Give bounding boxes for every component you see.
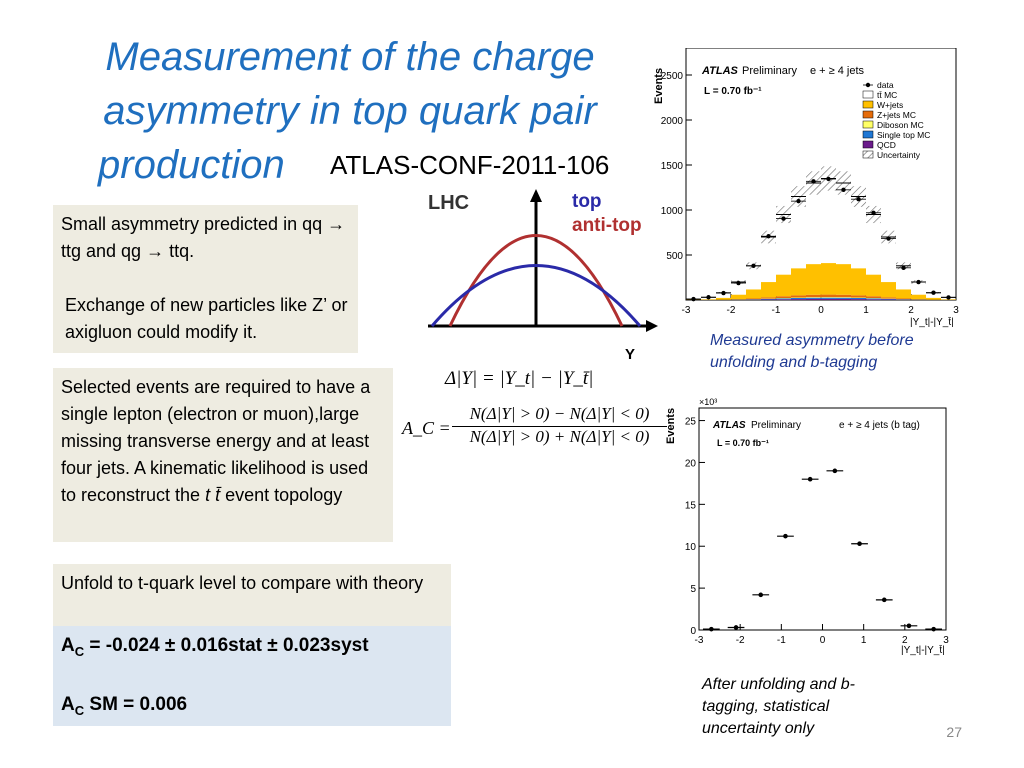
title-line-1: Measurement of the charge — [105, 35, 595, 79]
top-symbol: t — [205, 485, 211, 505]
plot1-bar-qcd — [881, 299, 896, 300]
plot1-xtick-label: -3 — [681, 305, 691, 316]
ac-sm: $A_C$ SM = 0.006 — [61, 693, 188, 718]
selection-text: Selected events are required to have a single lepton (electron or muon),large missing transverse energy and at least four jets. A kinematic likelihood is used to reconstruct the — [61, 377, 371, 505]
plot1-ytick-label: 1000 — [660, 206, 683, 217]
plot1-bar-wjets — [716, 298, 731, 300]
new-physics-text: Exchange of new particles like Z’ or axigluon could modify it. — [65, 295, 348, 342]
plot1-bar-singletop — [776, 298, 791, 299]
plot1-bar-wjets — [761, 282, 776, 297]
plot1-ytick-label: 1500 — [660, 161, 683, 172]
plot2-channel: e + ≥ 4 jets (b tag) — [839, 420, 920, 431]
plot1-xtick-label: 2 — [908, 305, 914, 316]
plot1-bar-zjets — [836, 295, 851, 297]
plot1-bar-wjets — [821, 263, 836, 295]
plot1-bar-wjets — [896, 289, 911, 298]
plot1-bar-zjets — [806, 295, 821, 297]
top-label: top — [572, 191, 602, 212]
plot1-legend-label: Uncertainty — [877, 150, 920, 160]
plot1-legend-swatch — [863, 111, 873, 118]
plot2-ytick-label: 5 — [690, 584, 696, 596]
plot2-xtick-label: -1 — [776, 635, 786, 646]
plot1-bar-qcd — [791, 299, 806, 300]
plot2-data-point — [783, 534, 788, 539]
plot1-bar-singletop — [866, 298, 881, 299]
plot1-bar-wjets — [926, 298, 941, 300]
caption-before-unfolding: Measured asymmetry before unfolding and b-tagging — [710, 332, 914, 371]
prediction-box — [53, 205, 358, 353]
plot1-bar-zjets — [881, 297, 896, 298]
plot1-ytick-label: 2500 — [660, 71, 683, 82]
plot1-xtick-label: -2 — [726, 305, 736, 316]
plot2-lumi: L = 0.70 fb⁻¹ — [717, 438, 769, 448]
caption-after-unfolding: After unfolding and b-tagging, statistical uncertainty only — [702, 676, 855, 737]
plot1-legend-swatch — [863, 91, 873, 98]
lhc-label: LHC — [428, 192, 470, 214]
plot1-bar-zjets — [866, 296, 881, 298]
plot2-data-point — [734, 625, 739, 630]
ac-numerator: N(Δ|Y| > 0) − N(Δ|Y| < 0) — [469, 404, 650, 423]
plot2-data-point — [882, 598, 887, 603]
plot2-data-point — [857, 541, 862, 546]
prediction-text: Small asymmetry predicted in qq → ttg and qg → ttq. — [61, 214, 346, 261]
plot1-bar-wjets — [791, 268, 806, 295]
plot1-legend-swatch — [863, 101, 873, 108]
plot2-data-point — [709, 627, 714, 632]
plot2-xtick-label: 3 — [943, 635, 949, 646]
plot2-ylabel: Events — [665, 407, 677, 444]
plot1-legend-label: data — [877, 80, 894, 90]
plot1-xtick-label: 0 — [818, 305, 824, 316]
plot1-bar-singletop — [836, 298, 851, 299]
plot2-data-point — [758, 593, 763, 598]
plot2-scale: ×10³ — [699, 397, 718, 407]
plot1-bar-zjets — [821, 295, 836, 298]
plot1-legend-label: QCD — [877, 140, 896, 150]
plot2-ytick-label: 20 — [684, 458, 696, 470]
antitop-symbol: t̄ — [215, 485, 221, 505]
plot1-xlabel: |Y_t|-|Y_t̄| — [910, 317, 954, 328]
plot1-bar-qcd — [776, 299, 791, 300]
plot1-legend-label: Single top MC — [877, 130, 931, 140]
plot1-bar-zjets — [761, 297, 776, 298]
plot1-bar-singletop — [881, 299, 896, 300]
plot1-bar-qcd — [821, 299, 836, 300]
plot1-bar-wjets — [836, 264, 851, 295]
plot-before-unfolding — [652, 48, 968, 332]
plot1-bar-wjets — [881, 282, 896, 297]
plot1-xtick-label: 1 — [863, 305, 869, 316]
plot1-ylabel: Events — [653, 67, 665, 104]
plot1-legend-label: Diboson MC — [877, 120, 924, 130]
plot1-bar-wjets — [866, 275, 881, 297]
plot2-ytick-label: 25 — [684, 416, 696, 428]
plot2-atlas: ATLAS — [713, 420, 746, 431]
plot1-bar-qcd — [866, 299, 881, 300]
plot1-bar-diboson — [806, 297, 821, 298]
plot1-bar-singletop — [851, 298, 866, 299]
axis-y-label: Y — [625, 346, 636, 363]
ac-formula-lhs: A_C = — [402, 418, 451, 438]
plot2-ytick-label: 0 — [690, 626, 696, 637]
plot1-bar-wjets — [776, 275, 791, 297]
plot1-bar-wjets — [746, 289, 761, 298]
delta-y-formula: Δ|Y| = |Y_t| − |Y_t̄| — [445, 368, 594, 389]
plot1-bar-singletop — [791, 298, 806, 299]
plot1-bar-singletop — [821, 298, 836, 299]
title-line-2: asymmetry in top quark pair — [103, 89, 597, 133]
unfold-box — [53, 564, 451, 626]
plot1-bar-wjets — [701, 299, 716, 300]
plot1-lumi: L = 0.70 fb⁻¹ — [704, 86, 762, 97]
unfold-text: Unfold to t-quark level to compare with theory — [61, 573, 424, 593]
plot1-bar-qcd — [761, 299, 776, 300]
result-box — [53, 626, 451, 726]
plot1-xtick-label: -1 — [771, 305, 781, 316]
plot1-bar-wjets — [911, 295, 926, 300]
plot1-legend-swatch — [863, 131, 873, 138]
plot2-ytick-label: 10 — [684, 542, 696, 554]
plot2-xtick-label: -3 — [694, 635, 704, 646]
plot2-xtick-label: -2 — [735, 635, 745, 646]
plot1-bar-qcd — [836, 299, 851, 300]
plot2-data-point — [907, 624, 912, 629]
plot1-bar-diboson — [836, 297, 851, 298]
plot1-bar-wjets — [731, 295, 746, 300]
plot2-xtick-label: 2 — [902, 635, 908, 646]
ac-result: $A_C = -0.024$ ± 0.016stat ± 0.023syst — [61, 635, 369, 659]
plot2-xtick-label: 1 — [860, 635, 867, 646]
y-axis-arrow — [530, 189, 542, 202]
conf-reference: ATLAS-CONF-2011-106 — [330, 150, 610, 180]
selection-box — [53, 368, 393, 542]
plot1-legend-label: Z+jets MC — [877, 110, 916, 120]
plot1-bar-zjets — [896, 298, 911, 299]
plot1-ytick-label: 500 — [666, 251, 683, 262]
plot1-bar-diboson — [821, 297, 836, 298]
plot1-bar-singletop — [806, 298, 821, 299]
plot1-legend-swatch — [863, 121, 873, 128]
plot1-channel: e + ≥ 4 jets — [810, 65, 865, 77]
plot2-xtick-label: 0 — [819, 635, 826, 646]
plot1-preliminary: Preliminary — [742, 65, 798, 77]
plot1-bar-wjets — [851, 268, 866, 295]
plot2-preliminary: Preliminary — [751, 420, 802, 431]
plot2-data-point — [931, 627, 936, 632]
plot1-bar-zjets — [851, 295, 866, 297]
plot1-xtick-label: 3 — [953, 305, 959, 316]
plot1-bar-wjets — [806, 264, 821, 295]
title-line-3: production — [98, 143, 285, 187]
plot2-ytick-label: 15 — [684, 500, 696, 512]
plot1-bar-zjets — [791, 295, 806, 297]
selection-text-end: event topology — [220, 485, 343, 505]
plot1-bar-qcd — [806, 299, 821, 300]
plot1-legend-label: W+jets — [877, 100, 904, 110]
plot2-data-point — [808, 477, 813, 482]
plot2-data-point — [833, 469, 838, 474]
plot1-bar-qcd — [851, 299, 866, 300]
plot1-legend-label: tt̄ MC — [877, 90, 898, 100]
plot1-legend-swatch — [863, 141, 873, 148]
ac-denominator: N(Δ|Y| > 0) + N(Δ|Y| < 0) — [452, 426, 667, 447]
antitop-label: anti-top — [572, 215, 642, 236]
page-number: 27 — [946, 724, 962, 740]
rapidity-diagram — [420, 185, 665, 365]
plot1-bar-zjets — [746, 298, 761, 299]
plot-after-unfolding — [665, 396, 961, 666]
plot1-ytick-label: 2000 — [660, 116, 683, 127]
plot1-atlas: ATLAS — [702, 65, 738, 77]
plot1-bar-zjets — [776, 296, 791, 298]
ac-formula-fraction — [452, 404, 667, 447]
plot2-xlabel: |Y_t|-|Y_t̄| — [901, 645, 945, 656]
plot1-legend-swatch — [863, 151, 873, 158]
plot1-bar-singletop — [761, 299, 776, 300]
